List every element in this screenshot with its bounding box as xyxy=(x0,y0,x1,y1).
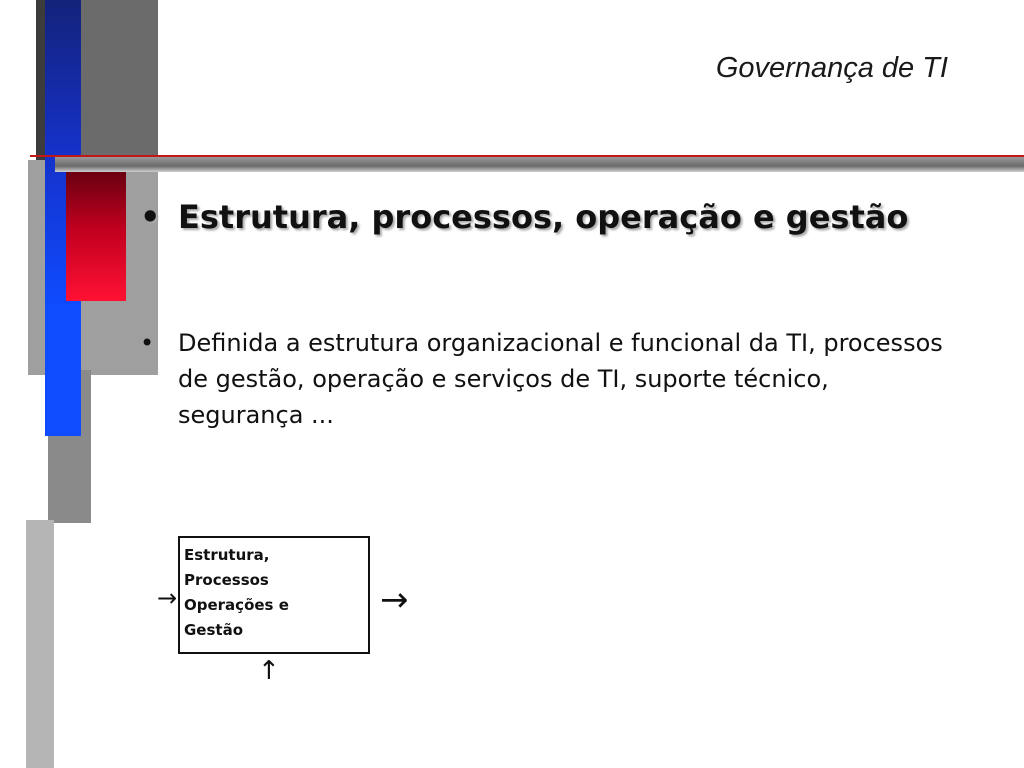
process-box-line: Gestão xyxy=(184,621,244,639)
body-text: Definida a estrutura organizacional e funcional da TI, processos de gestão, operação e serviços de TI, suporte técnico, segurança ... xyxy=(178,329,943,429)
process-box-line: Estrutura, xyxy=(184,546,270,564)
heading-bullet xyxy=(140,198,908,236)
body-bullet xyxy=(140,325,960,433)
bullet-dot: • xyxy=(140,329,155,357)
process-box-line: Processos xyxy=(184,571,269,589)
decor-bar-red xyxy=(66,172,126,301)
control-arrow-icon: ↑ xyxy=(258,656,280,686)
slide-title: Governança de TI xyxy=(715,52,948,84)
output-arrow-icon: → xyxy=(380,580,409,620)
process-box xyxy=(178,536,370,654)
decor-bar-pale-grey xyxy=(26,520,54,768)
input-arrow-icon: → xyxy=(157,584,178,612)
heading-text: Estrutura, processos, operação e gestão xyxy=(178,198,909,236)
bullet-dot: • xyxy=(140,198,161,236)
process-box-line: Operações e xyxy=(184,596,289,614)
header-rule-grey xyxy=(55,157,1024,172)
